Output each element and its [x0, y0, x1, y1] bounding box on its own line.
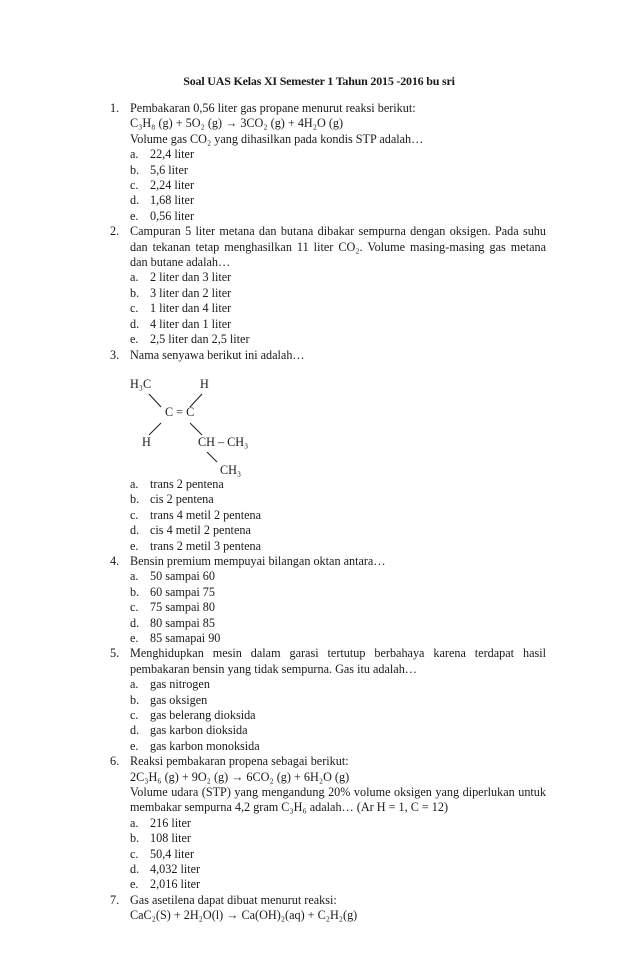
question-number: 6.: [110, 754, 120, 769]
option-text: trans 2 metil 3 pentena: [150, 538, 262, 553]
option-letter: d.: [130, 862, 140, 877]
double-bond-cc: C = C: [165, 404, 195, 419]
question-number: 4.: [110, 553, 120, 568]
option-letter: a.: [130, 476, 139, 491]
question-number: 5.: [110, 646, 120, 661]
option-text: gas karbon monoksida: [150, 738, 260, 753]
option-text: 2,5 liter dan 2,5 liter: [150, 332, 250, 347]
option-letter: d.: [130, 723, 140, 738]
option-letter: b.: [130, 492, 140, 507]
option-e: [130, 631, 546, 646]
option-text: 80 sampai 85: [150, 615, 215, 630]
option-letter: e.: [130, 738, 139, 753]
option-b: [130, 585, 546, 600]
option-letter: b.: [130, 584, 140, 599]
option-a: [130, 569, 546, 584]
option-letter: c.: [130, 178, 139, 193]
bond-line: [207, 452, 217, 462]
reaction-equation: 2C₃H₆ (g) + 9O₂ (g) → 6CO₂ (g) + 6H₂O (g): [130, 769, 350, 784]
option-e: [130, 739, 546, 754]
question-number: 2.: [110, 224, 120, 239]
group-h3c: H₃C: [130, 376, 152, 391]
question-text: Campuran 5 liter metana dan butana dibakar sempurna dengan oksigen. Pada suhu dan tekanan tetap menghasilkan 11 liter CO₂. Volume masing-masing gas metana dan butane adalah…: [130, 224, 546, 270]
option-text: 85 samapai 90: [150, 630, 221, 645]
option-list: [130, 477, 546, 554]
option-e: [130, 877, 546, 892]
group-ch-ch3: CH – CH₃: [198, 434, 249, 449]
question-4: [110, 554, 546, 646]
option-letter: d.: [130, 193, 140, 208]
option-letter: e.: [130, 208, 139, 223]
option-list: [130, 147, 546, 224]
option-letter: e.: [130, 877, 139, 892]
option-letter: c.: [130, 301, 139, 316]
option-c: [130, 178, 546, 193]
option-text: 5,6 liter: [150, 162, 188, 177]
option-text: 4 liter dan 1 liter: [150, 316, 232, 331]
question-prompt: Volume gas CO₂ yang dihasilkan pada kondis STP adalah…: [130, 131, 424, 146]
option-text: 22,4 liter: [150, 147, 195, 162]
question-2: [110, 224, 546, 347]
option-d: [130, 862, 546, 877]
option-text: gas oksigen: [150, 692, 208, 707]
option-list: [130, 270, 546, 347]
option-a: [130, 477, 546, 492]
option-text: trans 4 metil 2 pentena: [150, 507, 262, 522]
option-letter: d.: [130, 615, 140, 630]
option-a: [130, 816, 546, 831]
option-text: 1,68 liter: [150, 193, 195, 208]
option-text: gas belerang dioksida: [150, 708, 256, 722]
document-title: Soal UAS Kelas XI Semester 1 Tahun 2015 -2016 bu sri: [183, 74, 455, 88]
option-letter: a.: [130, 677, 139, 692]
option-c: [130, 301, 546, 316]
option-letter: d.: [130, 523, 140, 538]
question-list: [110, 101, 546, 924]
option-letter: d.: [130, 316, 140, 331]
question-6: [110, 754, 546, 893]
option-a: [130, 677, 546, 692]
option-letter: b.: [130, 162, 140, 177]
question-text: Menghidupkan mesin dalam garasi tertutup berbahaya karena terdapat hasil pembakaran bensin yang tidak sempurna. Gas itu adalah…: [130, 646, 546, 676]
option-d: [130, 193, 546, 208]
option-text: 75 sampai 80: [150, 600, 215, 615]
option-b: [130, 831, 546, 846]
question-number: 3.: [110, 347, 120, 362]
option-letter: e.: [130, 630, 139, 645]
option-text: 60 sampai 75: [150, 584, 215, 599]
option-d: [130, 723, 546, 738]
option-letter: c.: [130, 600, 139, 615]
question-7: [110, 893, 546, 924]
question-3: [110, 348, 546, 554]
option-text: 50 sampai 60: [150, 569, 215, 584]
option-list: [130, 677, 546, 754]
option-text: 2,24 liter: [150, 178, 195, 193]
question-prompt: Volume udara (STP) yang mengandung 20% volume oksigen yang diperlukan untuk membakar sempurna 4,2 gram C₃H₆ adalah… (Ar H = 1, C = 12): [130, 785, 546, 815]
option-c: [130, 508, 546, 523]
option-letter: b.: [130, 831, 140, 846]
option-list: [130, 816, 546, 893]
bond-line: [149, 394, 161, 407]
option-a: [130, 270, 546, 285]
bond-line: [190, 394, 202, 407]
question-text: Nama senyawa berikut ini adalah…: [130, 347, 305, 362]
group-h-top: H: [200, 376, 209, 391]
option-b: [130, 693, 546, 708]
option-d: [130, 317, 546, 332]
option-letter: c.: [130, 846, 139, 861]
option-letter: a.: [130, 815, 139, 830]
question-number: 1.: [110, 101, 120, 115]
option-letter: e.: [130, 332, 139, 347]
option-text: 216 liter: [150, 815, 191, 830]
option-c: [130, 600, 546, 615]
option-letter: b.: [130, 285, 140, 300]
option-text: trans 2 pentena: [150, 476, 224, 491]
option-letter: a.: [130, 147, 139, 162]
option-letter: a.: [130, 270, 139, 285]
option-d: [130, 523, 546, 538]
bond-line: [190, 423, 202, 435]
option-letter: c.: [130, 708, 139, 722]
option-e: [130, 209, 546, 224]
structural-formula: [130, 367, 546, 477]
option-letter: e.: [130, 538, 139, 553]
question-1: [110, 101, 546, 224]
bond-lines: [130, 367, 270, 477]
option-a: [130, 147, 546, 162]
option-text: 0,56 liter: [150, 208, 195, 223]
option-text: cis 2 pentena: [150, 492, 214, 507]
option-letter: a.: [130, 569, 139, 584]
option-e: [130, 539, 546, 554]
option-letter: c.: [130, 507, 139, 522]
reaction-equation: C₃H₈ (g) + 5O₂ (g) → 3CO₂ (g) + 4H₂O (g): [130, 116, 344, 131]
option-b: [130, 163, 546, 178]
option-c: [130, 847, 546, 862]
bond-line: [149, 423, 161, 435]
question-text: Reaksi pembakaran propena sebagai berikut:: [130, 754, 349, 769]
question-text: Pembakaran 0,56 liter gas propane menurut reaksi berikut:: [130, 101, 416, 115]
option-text: 2,016 liter: [150, 877, 201, 892]
option-list: [130, 569, 546, 646]
option-text: cis 4 metil 2 pentena: [150, 523, 251, 538]
option-b: [130, 492, 546, 507]
question-text: Gas asetilena dapat dibuat menurut reaksi:: [130, 892, 337, 907]
option-e: [130, 332, 546, 347]
option-c: [130, 708, 546, 723]
option-text: 4,032 liter: [150, 862, 201, 877]
question-5: [110, 646, 546, 754]
reaction-equation: CaC₂(S) + 2H₂O(l) → Ca(OH)₂(aq) + C₂H₂(g): [130, 908, 358, 923]
question-text: Bensin premium mempuyai bilangan oktan antara…: [130, 553, 386, 568]
option-text: 3 liter dan 2 liter: [150, 285, 232, 300]
option-d: [130, 616, 546, 631]
option-text: gas karbon dioksida: [150, 723, 248, 738]
option-text: 50,4 liter: [150, 846, 195, 861]
option-text: 1 liter dan 4 liter: [150, 301, 232, 316]
option-letter: b.: [130, 692, 140, 707]
group-ch3-branch: CH₃: [220, 462, 242, 477]
group-h-bottom: H: [142, 434, 151, 449]
option-b: [130, 286, 546, 301]
option-text: gas nitrogen: [150, 677, 210, 692]
question-number: 7.: [110, 892, 120, 907]
option-text: 108 liter: [150, 831, 191, 846]
option-text: 2 liter dan 3 liter: [150, 270, 232, 285]
